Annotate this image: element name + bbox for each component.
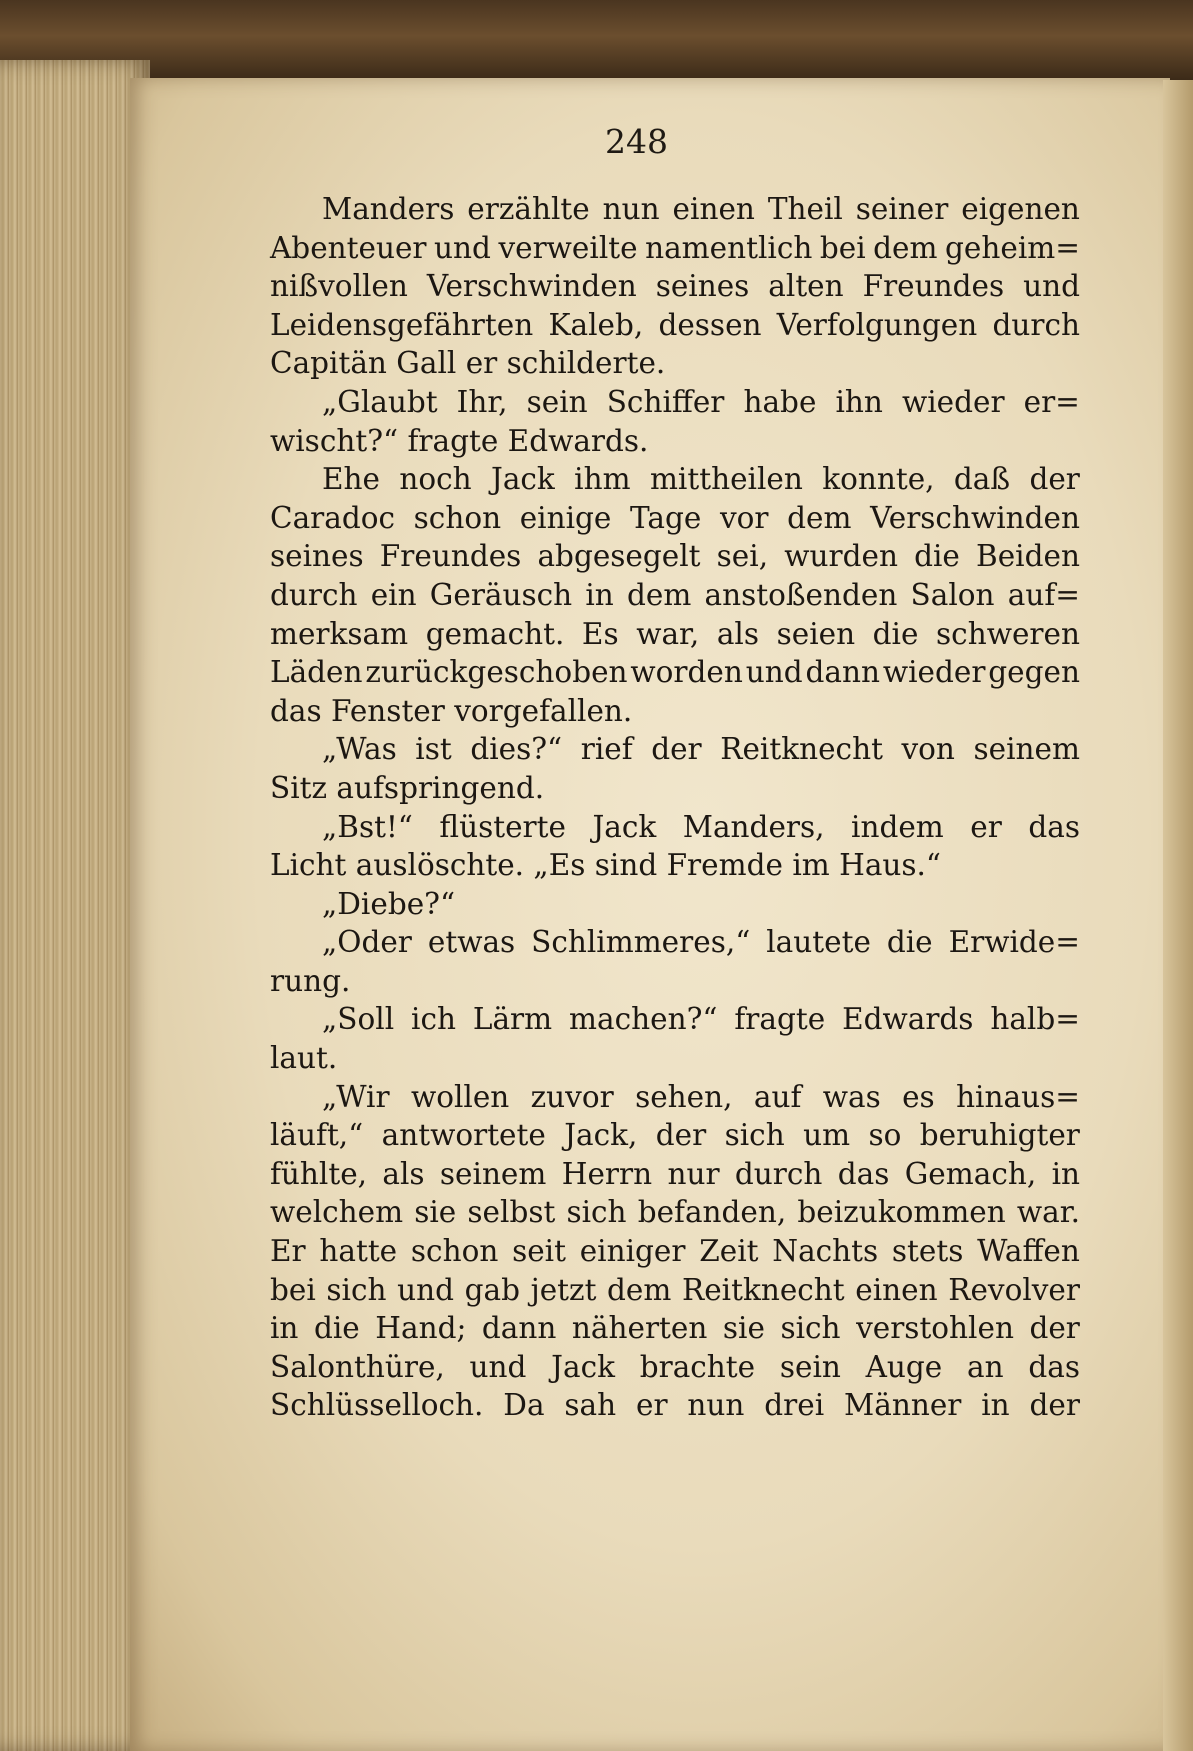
- word: Nachts: [772, 1234, 879, 1269]
- word: halb=: [990, 1002, 1080, 1037]
- word: alten: [768, 269, 844, 304]
- word: wollen: [410, 1079, 510, 1114]
- word: Manders,: [682, 809, 825, 844]
- word: machen?“: [569, 1002, 718, 1037]
- word: der: [655, 1118, 707, 1153]
- word: stets: [891, 1234, 964, 1269]
- word: der: [1029, 1388, 1080, 1423]
- word: hatte: [319, 1234, 398, 1269]
- word: näherten: [571, 1311, 708, 1346]
- page-number: 248: [605, 122, 668, 161]
- word: seinem: [973, 732, 1080, 767]
- word: sie: [722, 1311, 765, 1346]
- word: Da: [503, 1388, 545, 1423]
- word: Er: [270, 1234, 306, 1269]
- word: Es: [581, 616, 619, 651]
- text-line: [270, 1000, 1080, 1039]
- word: die: [313, 1311, 360, 1346]
- word: mittheilen: [649, 462, 803, 497]
- word: geheim=: [945, 230, 1080, 265]
- word: Theil: [767, 192, 843, 226]
- word: Schiffer: [606, 384, 725, 419]
- word: sah: [564, 1388, 617, 1423]
- text-line: [270, 306, 1080, 345]
- word: Manders: [322, 192, 455, 226]
- word: und: [1023, 269, 1080, 304]
- word: sein: [779, 1349, 841, 1384]
- word: einiger: [579, 1234, 686, 1269]
- word: er: [970, 809, 1002, 844]
- text-line: das Fenster vorgefallen.: [270, 693, 633, 728]
- word: dann: [805, 655, 880, 690]
- word: flüsterte: [439, 809, 566, 844]
- word: ein: [370, 577, 417, 612]
- word: die: [872, 616, 919, 651]
- word: Abenteuer: [270, 230, 427, 265]
- word: und: [434, 230, 491, 265]
- word: Tage: [630, 500, 702, 535]
- word: in: [270, 1311, 299, 1346]
- word: seit: [512, 1234, 566, 1269]
- word: Herrn: [561, 1156, 653, 1191]
- word: seinem: [439, 1156, 547, 1191]
- word: habe: [743, 384, 817, 419]
- word: nun: [687, 1388, 745, 1423]
- word: durch: [270, 577, 358, 612]
- word: „Bst!“: [322, 809, 413, 844]
- word: jetzt: [530, 1272, 597, 1307]
- word: Zeit: [699, 1234, 759, 1269]
- word: sehen,: [635, 1079, 733, 1114]
- word: daß: [953, 462, 1011, 497]
- word: sie: [414, 1195, 457, 1230]
- word: einen: [672, 192, 755, 226]
- word: nur: [667, 1156, 720, 1191]
- word: dem: [626, 577, 692, 612]
- word: Ehe: [322, 462, 380, 497]
- text-line: [270, 1386, 1080, 1425]
- word: dem: [607, 1272, 672, 1307]
- word: auf=: [1007, 577, 1080, 612]
- word: Lärm: [472, 1002, 553, 1037]
- word: dem: [873, 230, 938, 265]
- text-line: [270, 1116, 1080, 1155]
- word: noch: [399, 462, 472, 497]
- word: ich: [411, 1002, 456, 1037]
- word: beizukommen: [797, 1195, 1006, 1230]
- word: bei: [270, 1272, 316, 1307]
- word: und: [745, 655, 803, 690]
- word: drei: [764, 1388, 825, 1423]
- text-line: [270, 499, 1080, 538]
- word: und: [397, 1272, 454, 1307]
- word: in: [981, 1388, 1010, 1423]
- word: so: [868, 1118, 902, 1153]
- word: abgesegelt: [537, 539, 701, 574]
- text-line: [270, 808, 1080, 847]
- word: dies?“: [470, 732, 563, 767]
- word: Jack,: [564, 1118, 638, 1153]
- word: Jack: [592, 809, 657, 844]
- text-line: [270, 190, 1080, 229]
- word: Jack: [551, 1349, 615, 1384]
- word: in: [585, 577, 614, 612]
- word: vor: [720, 500, 769, 535]
- word: Gemach,: [904, 1156, 1037, 1191]
- text-line: [270, 537, 1080, 576]
- word: Leidensgefährten: [270, 307, 534, 342]
- word: als: [382, 1156, 425, 1191]
- word: „Oder: [322, 925, 412, 960]
- word: schon: [413, 500, 502, 535]
- word: selbst: [467, 1195, 556, 1230]
- word: Schlimmeres,“: [531, 925, 751, 960]
- word: beruhigter: [919, 1118, 1080, 1153]
- word: konnte,: [822, 462, 935, 497]
- word: verweilte: [498, 230, 638, 265]
- text-line: wischt?“ fragte Edwards.: [270, 423, 649, 458]
- text-line: [270, 1348, 1080, 1387]
- text-line: [270, 1155, 1080, 1194]
- word: seines: [270, 539, 364, 574]
- word: indem: [851, 809, 944, 844]
- word: dessen: [658, 307, 762, 342]
- text-line: rung.: [270, 963, 351, 998]
- word: Kaleb,: [548, 307, 644, 342]
- word: Erwide=: [948, 925, 1080, 960]
- word: und: [469, 1349, 527, 1384]
- word: seiner: [855, 192, 949, 226]
- word: Hand;: [375, 1311, 467, 1346]
- word: hinaus=: [956, 1079, 1080, 1114]
- word: das: [1028, 1349, 1080, 1384]
- word: das: [1028, 809, 1080, 844]
- word: zuvor: [530, 1079, 614, 1114]
- word: Reitknecht: [681, 1272, 845, 1307]
- word: in: [1051, 1156, 1080, 1191]
- word: was: [822, 1079, 881, 1114]
- word: Reitknecht: [720, 732, 883, 767]
- word: Freundes: [862, 269, 1005, 304]
- word: Schlüsselloch.: [270, 1388, 484, 1423]
- word: nißvollen: [270, 269, 408, 304]
- word: schweren: [936, 616, 1080, 651]
- word: wurden: [784, 539, 898, 574]
- text-line: [270, 923, 1080, 962]
- word: dem: [787, 500, 852, 535]
- word: einen: [855, 1272, 938, 1307]
- word: war.: [1016, 1195, 1080, 1230]
- word: ist: [415, 732, 452, 767]
- word: anstoßenden: [704, 577, 898, 612]
- word: worden: [630, 655, 743, 690]
- word: „Glaubt: [322, 384, 438, 419]
- word: er=: [1023, 384, 1080, 419]
- word: die: [914, 539, 960, 574]
- word: seien: [776, 616, 856, 651]
- word: sich: [566, 1195, 627, 1230]
- word: seines: [655, 269, 750, 304]
- word: dann: [481, 1311, 557, 1346]
- word: sich: [780, 1311, 841, 1346]
- word: nun: [602, 192, 660, 226]
- text-line: [270, 229, 1080, 268]
- word: von: [901, 732, 955, 767]
- word: gemacht.: [425, 616, 565, 651]
- page-stack-edge: [0, 60, 150, 1751]
- word: Ihr,: [456, 384, 508, 419]
- word: als: [716, 616, 760, 651]
- word: antwortete: [381, 1118, 546, 1153]
- word: Edwards: [842, 1002, 974, 1037]
- text-line: [270, 460, 1080, 499]
- word: das: [837, 1156, 890, 1191]
- word: um: [803, 1118, 851, 1153]
- word: Salon: [910, 577, 995, 612]
- word: Verschwinden: [870, 500, 1080, 535]
- word: Verschwinden: [426, 269, 637, 304]
- word: an: [967, 1349, 1004, 1384]
- word: die: [886, 925, 933, 960]
- text-line: [270, 615, 1080, 654]
- word: Beiden: [976, 539, 1080, 574]
- text-line: [270, 1309, 1080, 1348]
- word: befanden,: [637, 1195, 787, 1230]
- word: rief: [580, 732, 633, 767]
- word: schon: [410, 1234, 499, 1269]
- text-line: [270, 383, 1080, 422]
- word: Auge: [865, 1349, 943, 1384]
- word: Salonthüre,: [270, 1349, 445, 1384]
- text-line: [270, 576, 1080, 615]
- word: der: [651, 732, 702, 767]
- text-line: [270, 267, 1080, 306]
- word: auf: [753, 1079, 802, 1114]
- word: durch: [992, 307, 1080, 342]
- word: wieder: [882, 655, 986, 690]
- word: „Soll: [322, 1002, 395, 1037]
- word: eigenen: [961, 192, 1080, 226]
- word: gab: [464, 1272, 520, 1307]
- word: Revolver: [948, 1272, 1080, 1307]
- word: Verfolgungen: [776, 307, 978, 342]
- word: „Was: [322, 732, 397, 767]
- word: bei: [819, 230, 866, 265]
- word: Läden: [270, 655, 363, 690]
- word: wieder: [901, 384, 1005, 419]
- word: ihn: [835, 384, 883, 419]
- word: fragte: [734, 1002, 826, 1037]
- word: lautete: [766, 925, 871, 960]
- word: Männer: [844, 1388, 962, 1423]
- word: sein: [526, 384, 588, 419]
- text-line: [270, 1193, 1080, 1232]
- word: Jack: [491, 462, 555, 497]
- word: brachte: [639, 1349, 756, 1384]
- text-line: laut.: [270, 1041, 338, 1076]
- word: Freundes: [379, 539, 522, 574]
- word: der: [1029, 462, 1080, 497]
- text-line: „Diebe?“: [322, 886, 456, 921]
- word: etwas: [427, 925, 516, 960]
- word: sei,: [716, 539, 769, 574]
- word: der: [1029, 1311, 1080, 1346]
- word: durch: [734, 1156, 823, 1191]
- word: Geräusch: [429, 577, 573, 612]
- word: sich: [326, 1272, 387, 1307]
- word: merksam: [270, 616, 409, 651]
- word: fühlte,: [270, 1156, 368, 1191]
- word: gegen: [988, 655, 1080, 690]
- word: einige: [519, 500, 612, 535]
- body-text: [270, 190, 1080, 1425]
- text-line: [270, 1271, 1080, 1310]
- word: verstohlen: [856, 1311, 1014, 1346]
- word: zurückgeschoben: [365, 655, 628, 690]
- word: war,: [636, 616, 700, 651]
- word: ihm: [574, 462, 631, 497]
- word: Waffen: [977, 1234, 1080, 1269]
- word: namentlich: [645, 230, 813, 265]
- text-line: [270, 653, 1080, 692]
- text-line: Sitz aufspringend.: [270, 770, 545, 805]
- word: läuft,“: [270, 1118, 364, 1153]
- word: er: [636, 1388, 668, 1423]
- word: Caradoc: [270, 500, 396, 535]
- text-line: Licht auslöschte. „Es sind Fremde im Haus.“: [270, 848, 942, 883]
- text-line: Capitän Gall er schilderte.: [270, 346, 666, 381]
- text-line: [270, 1232, 1080, 1271]
- text-line: [270, 730, 1080, 769]
- word: es: [902, 1079, 935, 1114]
- facing-page-edge: [1163, 80, 1193, 1751]
- word: welchem: [270, 1195, 404, 1230]
- word: „Wir: [322, 1079, 390, 1114]
- word: erzählte: [467, 192, 590, 226]
- text-line: [270, 1078, 1080, 1117]
- word: sich: [724, 1118, 785, 1153]
- book-binding: [0, 0, 1193, 80]
